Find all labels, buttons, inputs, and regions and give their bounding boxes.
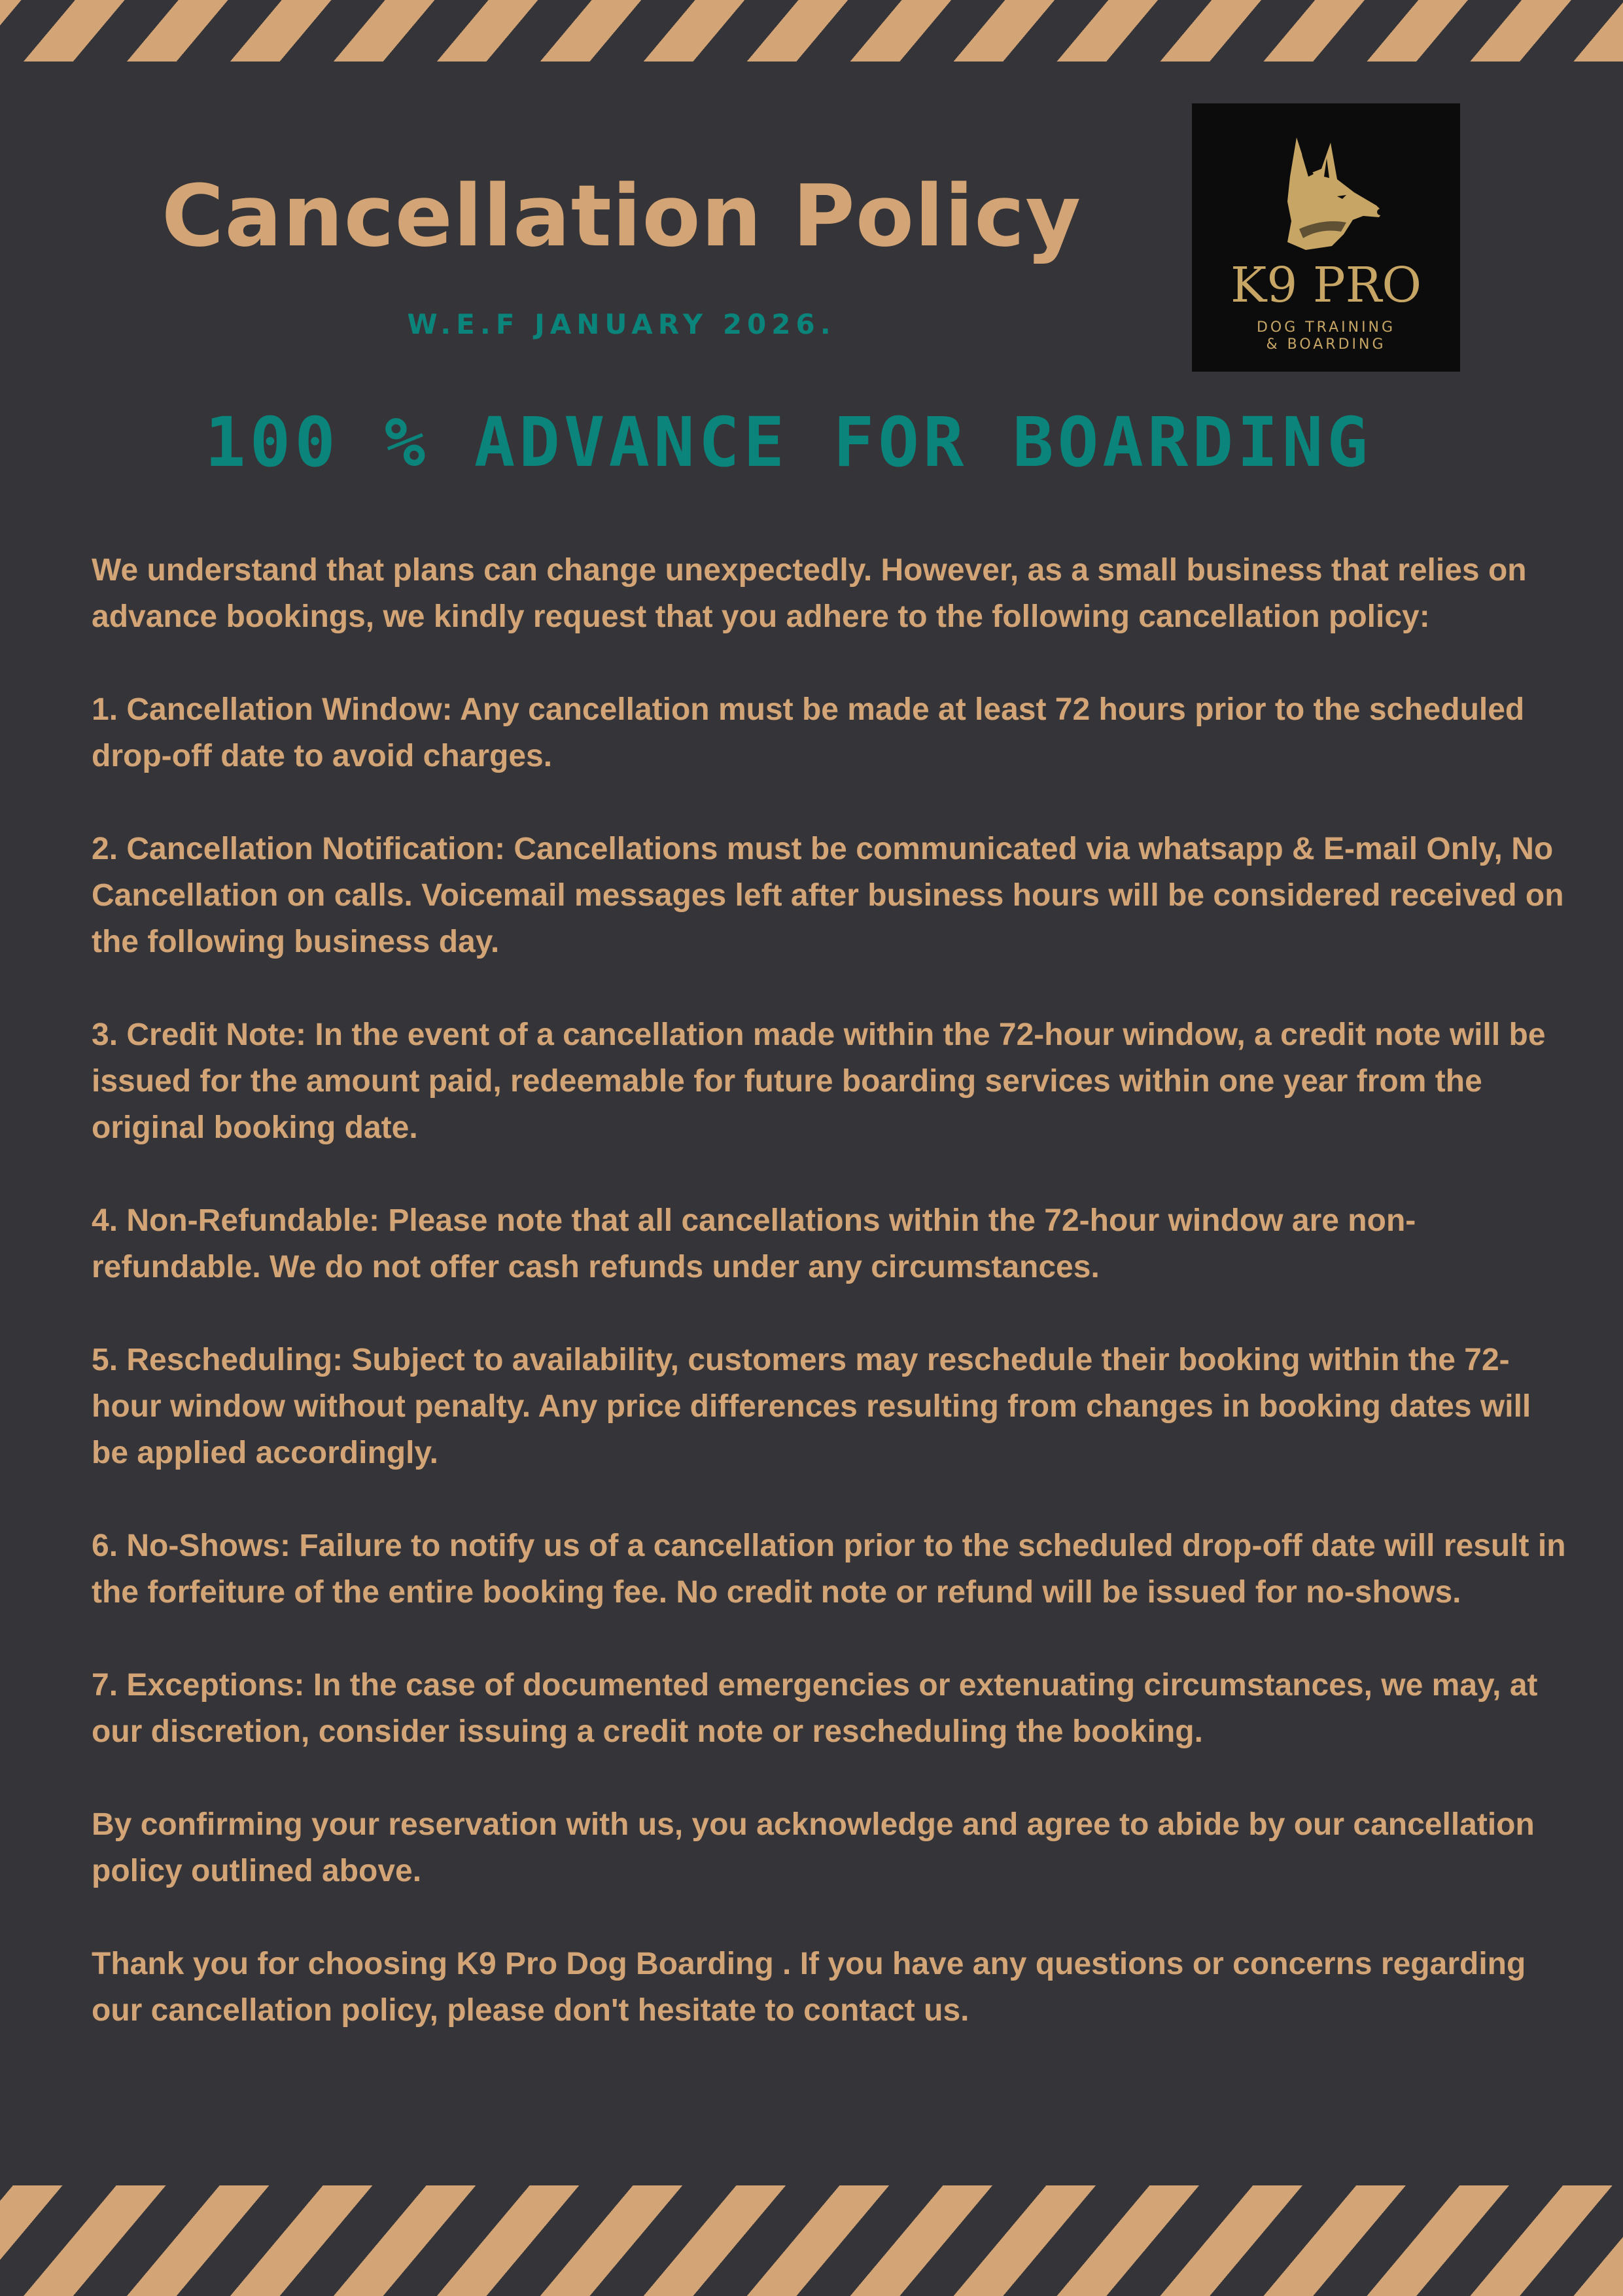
bottom-hazard-stripes — [0, 2185, 1623, 2296]
policy-item: 6. No-Shows: Failure to notify us of a cancellation prior to the scheduled drop-off date will result in the forfeiture of the entire booking fee. No credit note or refund will be issued for no-shows. — [92, 1528, 1566, 1610]
policy-item: 3. Credit Note: In the event of a cancellation made within the 72-hour window, a credit note will be issued for the amount paid, redeemable for future boarding services within one year from the original booking date. — [92, 1017, 1546, 1145]
policy-item: 4. Non-Refundable: Please note that all cancellations within the 72-hour window are non-refundable. We do not offer cash refunds under any circumstances. — [92, 1203, 1416, 1284]
policy-item: 5. Rescheduling: Subject to availability, customers may reschedule their booking within the 72-hour window without penalty. Any price differences resulting from changes in booking dates will be applied accordingly. — [92, 1343, 1531, 1470]
intro-paragraph: We understand that plans can change unexpectedly. However, as a small business that relies on advance bookings, we kindly request that you adhere to the following cancellation policy: — [92, 553, 1527, 634]
logo-tagline: DOG TRAINING & BOARDING — [1256, 319, 1396, 353]
policy-item: 1. Cancellation Window: Any cancellation must be made at least 72 hours prior to the scheduled drop-off date to avoid charges. — [92, 692, 1525, 773]
page-title: Cancellation Policy — [161, 166, 1082, 266]
effective-date: W.E.F JANUARY 2026. — [407, 308, 836, 340]
policy-item: 2. Cancellation Notification: Cancellations must be communicated via whatsapp & E-mail Only, No Cancellation on calls. Voicemail messages left after business hours will be considered received on the following business day. — [92, 832, 1564, 959]
advance-payment-banner: 100 % ADVANCE FOR BOARDING — [205, 402, 1372, 482]
k9-pro-logo — [1192, 103, 1460, 372]
acknowledgement-paragraph: By confirming your reservation with us, you acknowledge and agree to abide by our cancellation policy outlined above. — [92, 1807, 1535, 1888]
top-hazard-stripes — [0, 0, 1623, 62]
closing-paragraph: Thank you for choosing K9 Pro Dog Boarding . If you have any questions or concerns regarding our cancellation policy, please don't hesitate to contact us. — [92, 1947, 1526, 2028]
policy-body — [92, 547, 1570, 2034]
logo-name: K9 PRO — [1230, 257, 1422, 313]
policy-item: 7. Exceptions: In the case of documented emergencies or extenuating circumstances, we may, at our discretion, consider issuing a credit note or rescheduling the booking. — [92, 1668, 1538, 1749]
